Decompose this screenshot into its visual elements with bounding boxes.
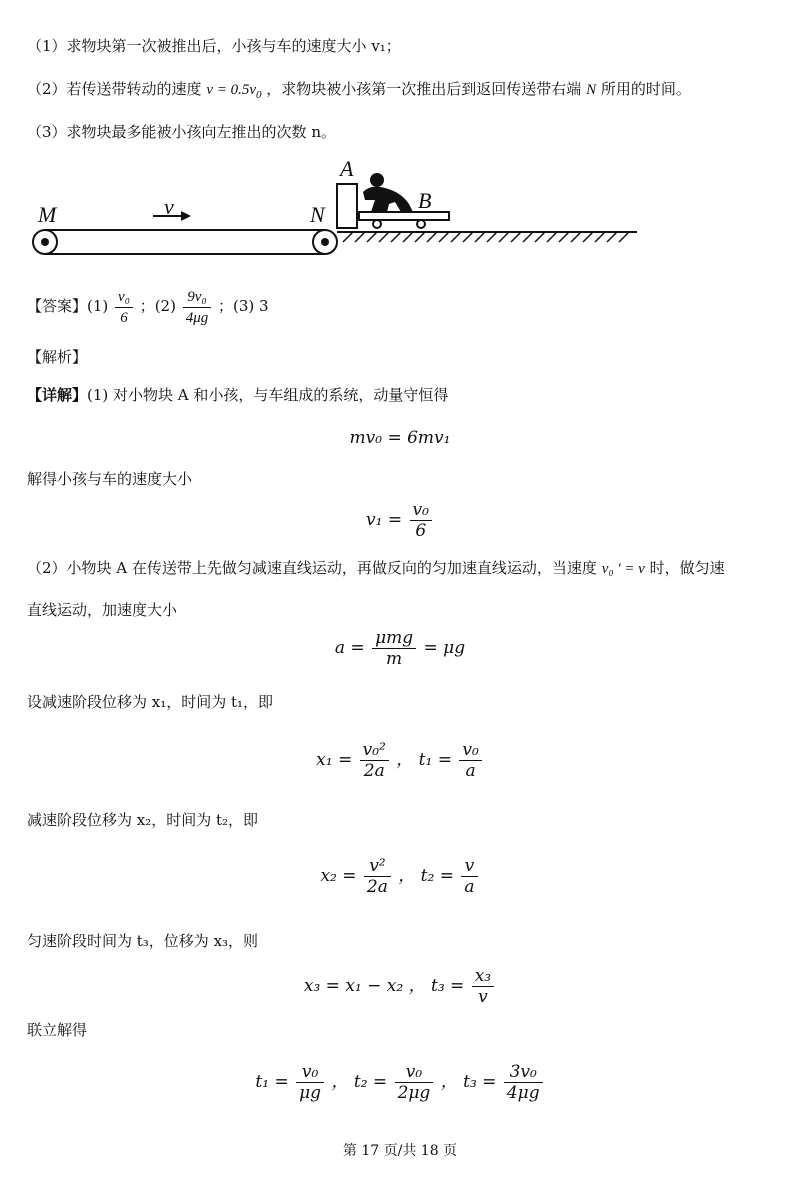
detail-p1-text: (1) 对小物块 A 和小孩，与车组成的系统，动量守恒得 bbox=[87, 386, 449, 404]
detail-p3-text-a: （2）小物块 A 在传送带上先做匀减速直线运动，再做反向的匀加速直线运动，当速度 bbox=[27, 559, 597, 577]
cart-b bbox=[359, 212, 449, 220]
equation-phase-3: x₃ = x₁ − x₂ ， t₃ = $\frac{\text{x₃}}{v}$ bbox=[0, 966, 800, 1007]
detail-p3 bbox=[27, 558, 725, 579]
answer-sep-3: ；(3) 3 bbox=[218, 297, 269, 315]
detail-p6: 减速阶段位移为 x₂，时间为 t₂，即 bbox=[27, 811, 259, 829]
question-2-part-c: 所用的时间。 bbox=[600, 80, 691, 98]
equation-result: t₁ = $\frac{\text{v₀}}{\mu g}$ ， t₂ = $\frac{\text{v₀}}{2\mu g}$ ， t₃ = $\frac{\text{3v₀}}{4\mu g}$ bbox=[0, 1062, 800, 1103]
velocity-arrowhead bbox=[181, 211, 191, 221]
detail-p3-velocity: v₀ ' = v bbox=[601, 561, 645, 577]
detail-p1 bbox=[27, 385, 448, 405]
page-footer: 第 17 页/共 18 页 bbox=[342, 1143, 458, 1159]
question-1: （1）求物块第一次被推出后，小孩与车的速度大小 v₁； bbox=[27, 37, 401, 55]
answer-2-fraction: $\frac{\text{9v₀}}{4\mu g}$ bbox=[183, 287, 212, 328]
child-figure bbox=[363, 173, 413, 212]
cart-wheel-left bbox=[373, 220, 381, 228]
answer-1-fraction: $\frac{\text{v₀}}{6}$ bbox=[115, 287, 133, 328]
label-b: B bbox=[418, 188, 432, 213]
detail-p2: 解得小孩与车的速度大小 bbox=[27, 470, 193, 488]
ground-hatching bbox=[343, 232, 629, 242]
cart-wheel-right bbox=[417, 220, 425, 228]
left-pulley-axle bbox=[41, 238, 49, 246]
conveyor-figure bbox=[25, 160, 645, 260]
question-2-part-a: （2）若传送带转动的速度 bbox=[27, 80, 202, 98]
equation-acceleration: a = $\frac{\text{μmg}}{m}$ = μg bbox=[334, 628, 466, 669]
equation-momentum: mv₀ = 6mv₁ bbox=[349, 428, 451, 448]
answer-line bbox=[27, 286, 269, 328]
right-pulley-axle bbox=[321, 238, 329, 246]
answer-sep-2: ；(2) bbox=[139, 297, 176, 315]
detail-p5: 设减速阶段位移为 x₁，时间为 t₁，即 bbox=[27, 693, 274, 711]
question-2-point-n: N bbox=[586, 82, 597, 98]
label-m: M bbox=[38, 202, 57, 227]
detail-p4: 直线运动，加速度大小 bbox=[27, 601, 178, 619]
label-v: v bbox=[164, 194, 174, 219]
detail-p3-text-b: 时，做匀速 bbox=[649, 559, 725, 577]
equation-phase-1: x₁ = $\frac{\text{v₀²}}{2a}$ ， t₁ = $\frac{\text{v₀}}{a}$ bbox=[0, 740, 800, 781]
question-2-velocity: v = 0.5v bbox=[206, 82, 257, 98]
equation-phase-2: x₂ = $\frac{\text{v²}}{2a}$ ， t₂ = $\frac{v}{a}$ bbox=[0, 856, 800, 897]
equation-v1: v₁ = $\frac{\text{v₀}}{6}$ bbox=[0, 500, 800, 541]
question-3: （3）求物块最多能被小孩向左推出的次数 n。 bbox=[27, 123, 336, 141]
detail-p8: 联立解得 bbox=[27, 1021, 88, 1039]
question-2-part-b: ，求物块被小孩第一次推出后到返回传送带右端 bbox=[266, 80, 582, 98]
label-n: N bbox=[310, 202, 325, 227]
analysis-label: 【解析】 bbox=[27, 348, 88, 366]
question-2: （2）若传送带转动的速度 $v = 0.5v_0$ ，求物块被小孩第一次推出后到返回传送带右端 N 所用的时间。 bbox=[27, 80, 691, 101]
block-a bbox=[337, 184, 357, 228]
answer-prefix: 【答案】(1) bbox=[27, 297, 109, 315]
label-a: A bbox=[340, 156, 354, 181]
detail-p7: 匀速阶段时间为 t₃，位移为 x₃，则 bbox=[27, 932, 259, 950]
detail-label: 【详解】 bbox=[27, 386, 88, 404]
